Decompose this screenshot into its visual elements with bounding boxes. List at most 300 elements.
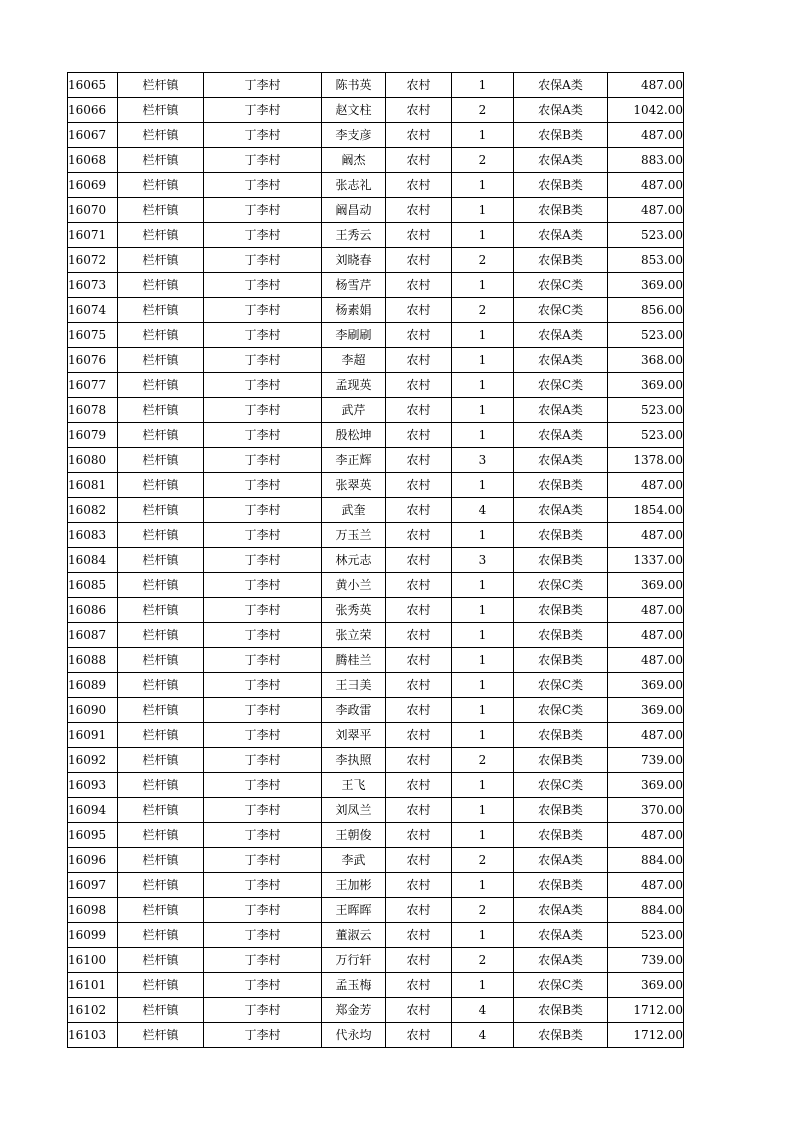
household-type-cell: 农村 [386,623,452,648]
category-cell: 农保A类 [514,423,608,448]
record-id: 16099 [68,923,118,948]
person-count-cell: 2 [452,848,514,873]
record-id: 16074 [68,298,118,323]
village-cell: 丁李村 [204,673,322,698]
village-cell: 丁李村 [204,323,322,348]
village-cell: 丁李村 [204,873,322,898]
category-cell: 农保B类 [514,648,608,673]
town-cell: 栏杆镇 [118,773,204,798]
town-cell: 栏杆镇 [118,98,204,123]
town-cell: 栏杆镇 [118,548,204,573]
record-id: 16068 [68,148,118,173]
household-type-cell: 农村 [386,298,452,323]
name-cell: 武奎 [322,498,386,523]
category-cell: 农保A类 [514,148,608,173]
village-cell: 丁李村 [204,598,322,623]
village-cell: 丁李村 [204,848,322,873]
name-cell: 李刷刷 [322,323,386,348]
name-cell: 殷松坤 [322,423,386,448]
record-id: 16092 [68,748,118,773]
name-cell: 孟现英 [322,373,386,398]
amount-cell: 487.00 [608,823,684,848]
household-type-cell: 农村 [386,348,452,373]
category-cell: 农保B类 [514,248,608,273]
household-type-cell: 农村 [386,573,452,598]
person-count-cell: 1 [452,623,514,648]
amount-cell: 487.00 [608,198,684,223]
person-count-cell: 4 [452,498,514,523]
amount-cell: 369.00 [608,773,684,798]
household-type-cell: 农村 [386,798,452,823]
village-cell: 丁李村 [204,998,322,1023]
household-type-cell: 农村 [386,198,452,223]
village-cell: 丁李村 [204,698,322,723]
amount-cell: 368.00 [608,348,684,373]
person-count-cell: 1 [452,873,514,898]
village-cell: 丁李村 [204,898,322,923]
record-id: 16087 [68,623,118,648]
person-count-cell: 1 [452,273,514,298]
town-cell: 栏杆镇 [118,348,204,373]
name-cell: 张志礼 [322,173,386,198]
category-cell: 农保B类 [514,598,608,623]
town-cell: 栏杆镇 [118,973,204,998]
town-cell: 栏杆镇 [118,623,204,648]
record-id: 16070 [68,198,118,223]
household-type-cell: 农村 [386,98,452,123]
household-type-cell: 农村 [386,448,452,473]
record-id: 16100 [68,948,118,973]
town-cell: 栏杆镇 [118,823,204,848]
category-cell: 农保C类 [514,973,608,998]
table-row [68,823,684,848]
name-cell: 刘凤兰 [322,798,386,823]
category-cell: 农保A类 [514,348,608,373]
town-cell: 栏杆镇 [118,798,204,823]
name-cell: 王秀云 [322,223,386,248]
town-cell: 栏杆镇 [118,898,204,923]
name-cell: 李支彦 [322,123,386,148]
name-cell: 张翠英 [322,473,386,498]
person-count-cell: 1 [452,173,514,198]
town-cell: 栏杆镇 [118,198,204,223]
table-row [68,73,684,98]
amount-cell: 487.00 [608,723,684,748]
household-type-cell: 农村 [386,873,452,898]
household-type-cell: 农村 [386,148,452,173]
table-row [68,248,684,273]
person-count-cell: 1 [452,723,514,748]
household-type-cell: 农村 [386,998,452,1023]
table-row [68,98,684,123]
name-cell: 王晖晖 [322,898,386,923]
village-cell: 丁李村 [204,148,322,173]
household-type-cell: 农村 [386,773,452,798]
village-cell: 丁李村 [204,348,322,373]
village-cell: 丁李村 [204,398,322,423]
amount-cell: 370.00 [608,798,684,823]
village-cell: 丁李村 [204,273,322,298]
name-cell: 刘晓春 [322,248,386,273]
category-cell: 农保B类 [514,723,608,748]
village-cell: 丁李村 [204,623,322,648]
person-count-cell: 1 [452,523,514,548]
village-cell: 丁李村 [204,973,322,998]
amount-cell: 369.00 [608,973,684,998]
town-cell: 栏杆镇 [118,273,204,298]
town-cell: 栏杆镇 [118,423,204,448]
household-type-cell: 农村 [386,223,452,248]
table-row [68,523,684,548]
table-row [68,848,684,873]
name-cell: 张立荣 [322,623,386,648]
name-cell: 代永均 [322,1023,386,1048]
household-type-cell: 农村 [386,73,452,98]
village-cell: 丁李村 [204,448,322,473]
town-cell: 栏杆镇 [118,498,204,523]
record-id: 16079 [68,423,118,448]
person-count-cell: 1 [452,373,514,398]
town-cell: 栏杆镇 [118,148,204,173]
village-cell: 丁李村 [204,573,322,598]
category-cell: 农保B类 [514,623,608,648]
record-id: 16075 [68,323,118,348]
person-count-cell: 1 [452,473,514,498]
household-type-cell: 农村 [386,423,452,448]
household-type-cell: 农村 [386,548,452,573]
amount-cell: 369.00 [608,273,684,298]
town-cell: 栏杆镇 [118,373,204,398]
town-cell: 栏杆镇 [118,1023,204,1048]
household-type-cell: 农村 [386,973,452,998]
table-body [68,73,684,1048]
village-cell: 丁李村 [204,248,322,273]
category-cell: 农保C类 [514,273,608,298]
person-count-cell: 1 [452,423,514,448]
village-cell: 丁李村 [204,798,322,823]
record-id: 16090 [68,698,118,723]
household-type-cell: 农村 [386,1023,452,1048]
records-table [67,72,684,1048]
table-row [68,898,684,923]
person-count-cell: 1 [452,198,514,223]
table-row [68,473,684,498]
record-id: 16102 [68,998,118,1023]
village-cell: 丁李村 [204,523,322,548]
record-id: 16066 [68,98,118,123]
amount-cell: 523.00 [608,423,684,448]
amount-cell: 487.00 [608,648,684,673]
household-type-cell: 农村 [386,248,452,273]
town-cell: 栏杆镇 [118,298,204,323]
village-cell: 丁李村 [204,73,322,98]
name-cell: 陈书英 [322,73,386,98]
household-type-cell: 农村 [386,748,452,773]
town-cell: 栏杆镇 [118,73,204,98]
name-cell: 郑金芳 [322,998,386,1023]
amount-cell: 856.00 [608,298,684,323]
person-count-cell: 2 [452,98,514,123]
category-cell: 农保C类 [514,573,608,598]
record-id: 16094 [68,798,118,823]
household-type-cell: 农村 [386,848,452,873]
person-count-cell: 2 [452,748,514,773]
table-row [68,673,684,698]
person-count-cell: 2 [452,898,514,923]
table-row [68,723,684,748]
household-type-cell: 农村 [386,523,452,548]
name-cell: 王飞 [322,773,386,798]
amount-cell: 739.00 [608,748,684,773]
category-cell: 农保A类 [514,448,608,473]
category-cell: 农保A类 [514,948,608,973]
amount-cell: 369.00 [608,373,684,398]
record-id: 16095 [68,823,118,848]
person-count-cell: 4 [452,998,514,1023]
record-id: 16083 [68,523,118,548]
category-cell: 农保B类 [514,998,608,1023]
person-count-cell: 1 [452,223,514,248]
household-type-cell: 农村 [386,698,452,723]
category-cell: 农保C类 [514,373,608,398]
category-cell: 农保A类 [514,848,608,873]
category-cell: 农保C类 [514,698,608,723]
town-cell: 栏杆镇 [118,123,204,148]
amount-cell: 1712.00 [608,1023,684,1048]
household-type-cell: 农村 [386,673,452,698]
town-cell: 栏杆镇 [118,923,204,948]
category-cell: 农保A类 [514,73,608,98]
table-row [68,873,684,898]
table-row [68,123,684,148]
person-count-cell: 1 [452,673,514,698]
record-id: 16093 [68,773,118,798]
person-count-cell: 1 [452,648,514,673]
amount-cell: 1712.00 [608,998,684,1023]
person-count-cell: 4 [452,1023,514,1048]
town-cell: 栏杆镇 [118,648,204,673]
name-cell: 董淑云 [322,923,386,948]
amount-cell: 739.00 [608,948,684,973]
category-cell: 农保B类 [514,173,608,198]
name-cell: 李政雷 [322,698,386,723]
household-type-cell: 农村 [386,923,452,948]
name-cell: 万玉兰 [322,523,386,548]
table-row [68,398,684,423]
amount-cell: 487.00 [608,73,684,98]
table-row [68,698,684,723]
category-cell: 农保A类 [514,923,608,948]
amount-cell: 883.00 [608,148,684,173]
village-cell: 丁李村 [204,173,322,198]
record-id: 16072 [68,248,118,273]
table-row [68,348,684,373]
person-count-cell: 1 [452,598,514,623]
village-cell: 丁李村 [204,373,322,398]
name-cell: 阚杰 [322,148,386,173]
person-count-cell: 3 [452,548,514,573]
name-cell: 阚昌动 [322,198,386,223]
table-row [68,298,684,323]
table-row [68,273,684,298]
village-cell: 丁李村 [204,823,322,848]
category-cell: 农保A类 [514,223,608,248]
village-cell: 丁李村 [204,498,322,523]
household-type-cell: 农村 [386,598,452,623]
record-id: 16071 [68,223,118,248]
category-cell: 农保A类 [514,323,608,348]
person-count-cell: 2 [452,298,514,323]
name-cell: 赵文柱 [322,98,386,123]
amount-cell: 853.00 [608,248,684,273]
category-cell: 农保C类 [514,773,608,798]
household-type-cell: 农村 [386,398,452,423]
category-cell: 农保C类 [514,673,608,698]
category-cell: 农保B类 [514,748,608,773]
record-id: 16080 [68,448,118,473]
household-type-cell: 农村 [386,823,452,848]
amount-cell: 523.00 [608,398,684,423]
record-id: 16069 [68,173,118,198]
name-cell: 王朝俊 [322,823,386,848]
name-cell: 黄小兰 [322,573,386,598]
record-id: 16082 [68,498,118,523]
person-count-cell: 3 [452,448,514,473]
table-row [68,373,684,398]
amount-cell: 487.00 [608,598,684,623]
amount-cell: 523.00 [608,923,684,948]
household-type-cell: 农村 [386,273,452,298]
person-count-cell: 1 [452,698,514,723]
record-id: 16101 [68,973,118,998]
town-cell: 栏杆镇 [118,223,204,248]
household-type-cell: 农村 [386,373,452,398]
name-cell: 李超 [322,348,386,373]
record-id: 16077 [68,373,118,398]
town-cell: 栏杆镇 [118,948,204,973]
record-id: 16067 [68,123,118,148]
category-cell: 农保B类 [514,1023,608,1048]
person-count-cell: 1 [452,573,514,598]
village-cell: 丁李村 [204,748,322,773]
table-row [68,448,684,473]
record-id: 16078 [68,398,118,423]
person-count-cell: 1 [452,973,514,998]
person-count-cell: 1 [452,323,514,348]
category-cell: 农保B类 [514,473,608,498]
category-cell: 农保A类 [514,398,608,423]
name-cell: 刘翠平 [322,723,386,748]
name-cell: 孟玉梅 [322,973,386,998]
town-cell: 栏杆镇 [118,523,204,548]
table-row [68,998,684,1023]
amount-cell: 487.00 [608,523,684,548]
town-cell: 栏杆镇 [118,748,204,773]
table-row [68,748,684,773]
category-cell: 农保B类 [514,523,608,548]
amount-cell: 369.00 [608,673,684,698]
town-cell: 栏杆镇 [118,698,204,723]
household-type-cell: 农村 [386,723,452,748]
amount-cell: 487.00 [608,473,684,498]
name-cell: 李执照 [322,748,386,773]
household-type-cell: 农村 [386,473,452,498]
village-cell: 丁李村 [204,98,322,123]
household-type-cell: 农村 [386,948,452,973]
table-row [68,548,684,573]
household-type-cell: 农村 [386,648,452,673]
household-type-cell: 农村 [386,123,452,148]
record-id: 16089 [68,673,118,698]
table-row [68,423,684,448]
town-cell: 栏杆镇 [118,723,204,748]
person-count-cell: 1 [452,923,514,948]
table-row [68,923,684,948]
name-cell: 武芹 [322,398,386,423]
category-cell: 农保B类 [514,873,608,898]
record-id: 16076 [68,348,118,373]
village-cell: 丁李村 [204,648,322,673]
record-id: 16081 [68,473,118,498]
town-cell: 栏杆镇 [118,598,204,623]
amount-cell: 487.00 [608,123,684,148]
category-cell: 农保B类 [514,198,608,223]
name-cell: 杨素娟 [322,298,386,323]
person-count-cell: 1 [452,123,514,148]
record-id: 16086 [68,598,118,623]
record-id: 16103 [68,1023,118,1048]
table-row [68,1023,684,1048]
household-type-cell: 农村 [386,323,452,348]
person-count-cell: 2 [452,248,514,273]
village-cell: 丁李村 [204,298,322,323]
town-cell: 栏杆镇 [118,673,204,698]
village-cell: 丁李村 [204,473,322,498]
person-count-cell: 1 [452,798,514,823]
amount-cell: 369.00 [608,573,684,598]
name-cell: 林元志 [322,548,386,573]
amount-cell: 884.00 [608,898,684,923]
category-cell: 农保C类 [514,298,608,323]
town-cell: 栏杆镇 [118,448,204,473]
category-cell: 农保B类 [514,548,608,573]
record-id: 16065 [68,73,118,98]
amount-cell: 523.00 [608,323,684,348]
table-row [68,973,684,998]
village-cell: 丁李村 [204,223,322,248]
record-id: 16097 [68,873,118,898]
record-id: 16096 [68,848,118,873]
name-cell: 王加彬 [322,873,386,898]
category-cell: 农保B类 [514,123,608,148]
table-row [68,498,684,523]
amount-cell: 369.00 [608,698,684,723]
town-cell: 栏杆镇 [118,398,204,423]
town-cell: 栏杆镇 [118,248,204,273]
person-count-cell: 2 [452,948,514,973]
name-cell: 张秀英 [322,598,386,623]
amount-cell: 1854.00 [608,498,684,523]
table-row [68,323,684,348]
record-id: 16073 [68,273,118,298]
table-row [68,173,684,198]
record-id: 16084 [68,548,118,573]
amount-cell: 1337.00 [608,548,684,573]
table-row [68,223,684,248]
category-cell: 农保A类 [514,98,608,123]
person-count-cell: 1 [452,398,514,423]
village-cell: 丁李村 [204,198,322,223]
